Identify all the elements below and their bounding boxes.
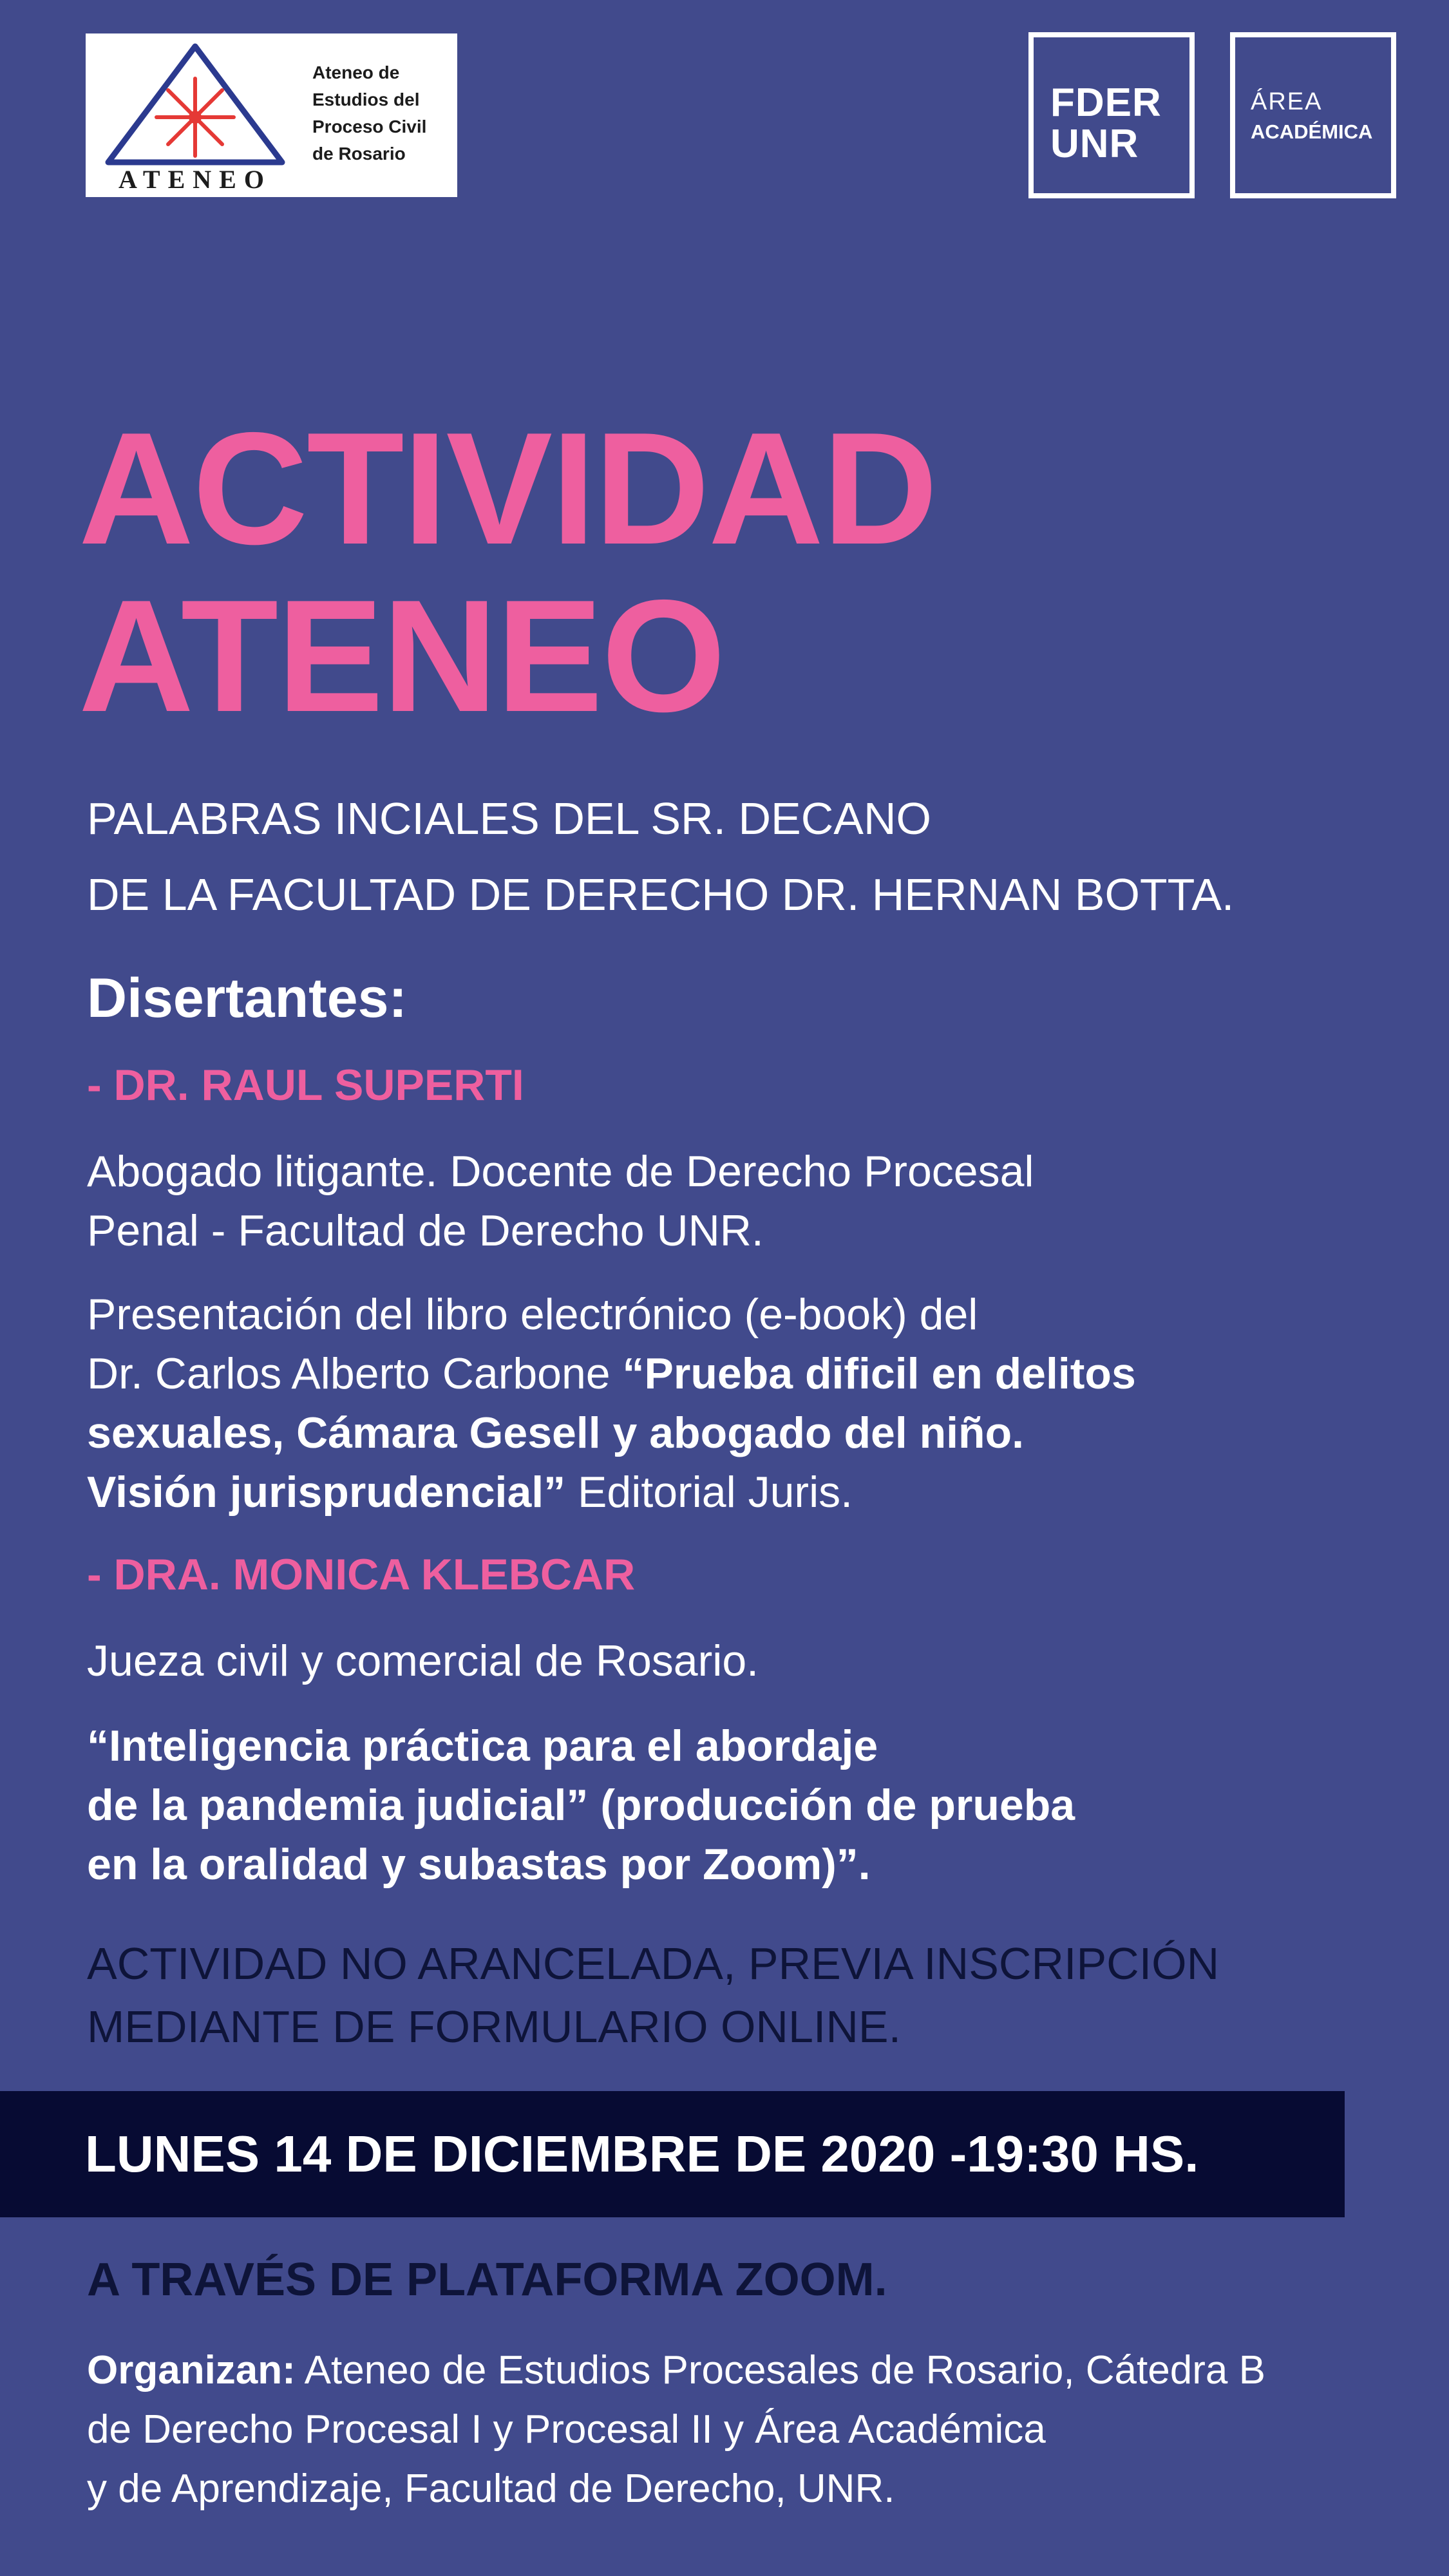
book-line bbox=[87, 1403, 1407, 1463]
talk-line: de la pandemia judicial” (producción de prueba bbox=[87, 1781, 1075, 1830]
ateneo-emblem-icon bbox=[86, 33, 305, 197]
fder-logo-line: UNR bbox=[1050, 122, 1139, 166]
registration-note-line: ACTIVIDAD NO ARANCELADA, PREVIA INSCRIPCIÓN bbox=[87, 1938, 1220, 1989]
organizers-line bbox=[87, 2341, 1426, 2400]
speaker-bio-line: Jueza civil y comercial de Rosario. bbox=[87, 1636, 759, 1685]
organizers-line: de Derecho Procesal I y Procesal II y Área Académica bbox=[87, 2407, 1046, 2452]
disertantes-heading: Disertantes: bbox=[87, 967, 408, 1029]
intro-text bbox=[87, 781, 1426, 933]
ateneo-logo bbox=[86, 33, 457, 197]
organizers bbox=[87, 2341, 1426, 2519]
event-date: LUNES 14 DE DICIEMBRE DE 2020 -19:30 HS. bbox=[85, 2125, 1199, 2183]
area-logo-line1: ÁREA bbox=[1251, 88, 1323, 115]
intro-line1: PALABRAS INCIALES DEL SR. DECANO bbox=[87, 793, 931, 844]
speaker-name: - DR. RAUL SUPERTI bbox=[87, 1061, 524, 1110]
intro-line2: DE LA FACULTAD DE DERECHO DR. HERNAN BOTTA. bbox=[87, 869, 1235, 920]
ateneo-caption bbox=[312, 59, 454, 167]
fder-logo-text bbox=[1050, 82, 1162, 165]
book-title: Visión jurisprudencial” bbox=[87, 1468, 566, 1517]
book-author: Dr. Carlos Alberto Carbone bbox=[87, 1349, 623, 1398]
book-publisher: Editorial Juris. bbox=[565, 1468, 853, 1517]
ateneo-caption-line: de Rosario bbox=[312, 144, 406, 164]
ateneo-wordmark: ATENEO bbox=[118, 165, 272, 194]
speaker-bio-line: Abogado litigante. Docente de Derecho Procesal bbox=[87, 1147, 1034, 1196]
headline bbox=[79, 399, 1367, 745]
book-presentation bbox=[87, 1285, 1407, 1522]
registration-note bbox=[87, 1932, 1426, 2058]
area-academica-logo bbox=[1230, 32, 1396, 198]
fder-unr-logo bbox=[1028, 32, 1195, 198]
organizers-text: Ateneo de Estudios Procesales de Rosario, Cátedra B bbox=[295, 2348, 1265, 2392]
talk-line: en la oralidad y subastas por Zoom)”. bbox=[87, 1840, 871, 1889]
talk-line: “Inteligencia práctica para el abordaje bbox=[87, 1721, 878, 1770]
book-title: “Prueba dificil en delitos bbox=[622, 1349, 1136, 1398]
speaker-bio bbox=[87, 1142, 1407, 1260]
headline-line1: ACTIVIDAD bbox=[79, 399, 937, 578]
organizers-line: y de Aprendizaje, Facultad de Derecho, UNR. bbox=[87, 2467, 895, 2511]
book-line: Presentación del libro electrónico (e-book) del bbox=[87, 1290, 978, 1339]
ateneo-caption-line: Proceso Civil bbox=[312, 117, 427, 137]
ateneo-caption-line: Ateneo de bbox=[312, 62, 400, 82]
fder-logo-line: FDER bbox=[1050, 80, 1162, 125]
ateneo-caption-line: Estudios del bbox=[312, 90, 420, 109]
book-title: sexuales, Cámara Gesell y abogado del niño. bbox=[87, 1408, 1024, 1457]
book-line bbox=[87, 1463, 1407, 1522]
book-line bbox=[87, 1344, 1407, 1403]
platform-note: A TRAVÉS DE PLATAFORMA ZOOM. bbox=[87, 2254, 887, 2306]
speaker-bio-line: Penal - Facultad de Derecho UNR. bbox=[87, 1206, 764, 1255]
speaker-bio bbox=[87, 1631, 1407, 1690]
talk-title bbox=[87, 1716, 1407, 1894]
speaker-name: - DRA. MONICA KLEBCAR bbox=[87, 1550, 636, 1599]
organizers-label: Organizan: bbox=[87, 2348, 296, 2392]
area-logo-line2: ACADÉMICA bbox=[1251, 120, 1373, 143]
registration-note-line: MEDIANTE DE FORMULARIO ONLINE. bbox=[87, 2002, 902, 2052]
date-banner bbox=[0, 2091, 1345, 2217]
headline-line2: ATENEO bbox=[79, 566, 725, 745]
